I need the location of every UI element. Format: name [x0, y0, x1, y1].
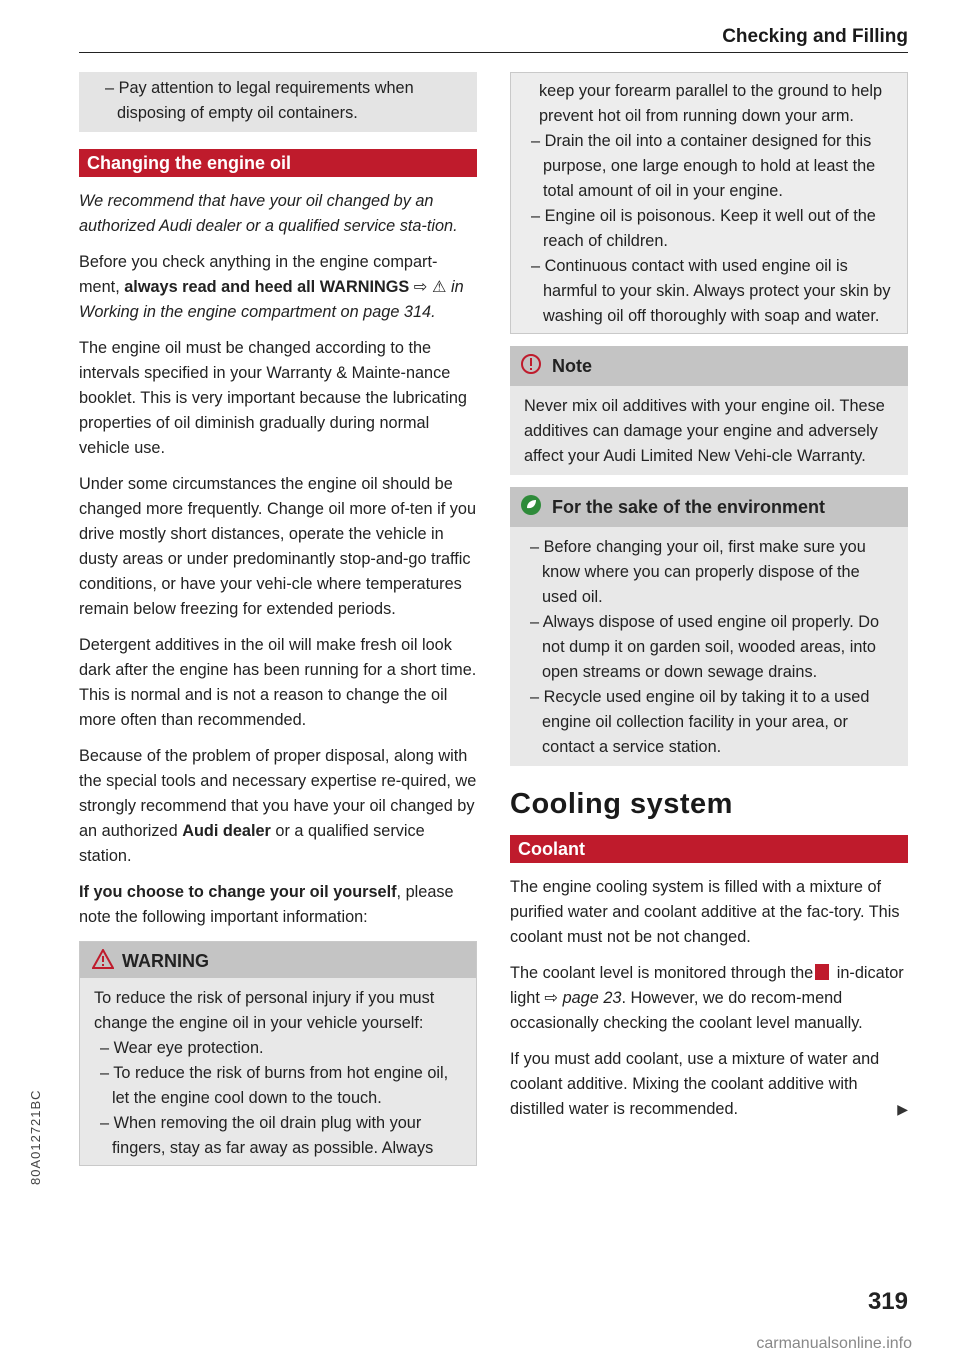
- list-item: – Before changing your oil, first make sure you know where you can properly dispose of the used oil.: [530, 538, 866, 606]
- note-info-icon: [520, 353, 542, 380]
- list-item: – Recycle used engine oil by taking it to a used engine oil collection facility in your area, or contact a service station.: [530, 688, 870, 756]
- paragraph: If you choose to change your oil yourself, please note the following important information:: [79, 883, 454, 926]
- list-item: – Pay attention to legal requirements when disposing of empty oil containers.: [105, 79, 414, 122]
- note-box: [510, 346, 908, 475]
- page-number: 319: [867, 1288, 908, 1315]
- warning-intro: To reduce the risk of personal injury if you must change the engine oil in your vehicle yourself:: [94, 989, 435, 1032]
- warning-reference-link[interactable]: ⇨ ⚠ in Working in the engine compartment on page 314.: [79, 278, 464, 321]
- page-header-title: Checking and Filling: [722, 26, 908, 47]
- note-title: Note: [552, 355, 592, 376]
- watermark: carmanualsonline.info: [756, 1335, 912, 1352]
- paragraph: If you must add coolant, use a mixture of water and coolant additive. Mixing the coolant additive with distilled water is recommended. ▶: [510, 1047, 908, 1122]
- paragraph: The coolant level is monitored through the in-dicator light ⇨ page 23. However, we do recom-mend occasionally checking the coolant level manually.: [510, 964, 904, 1032]
- paragraph: The engine oil must be changed according to the intervals specified in your Warranty & Mainte-nance booklet. This is very important because the lubricating properties of oil diminish gradually during normal vehicle use.: [79, 339, 467, 457]
- section-title-changing-oil: Changing the engine oil: [79, 149, 477, 177]
- note-body: [510, 386, 908, 475]
- warning-box: [79, 941, 477, 1166]
- continue-arrow-icon: ▶: [897, 1101, 908, 1117]
- environment-box: [510, 487, 908, 766]
- paragraph: Detergent additives in the oil will make fresh oil look dark after the engine has been running for a short time. This is normal and is not a reason to change the oil more often than recommended.: [79, 636, 477, 729]
- list-item: – Drain the oil into a container designed for this purpose, one large enough to hold at least the total amount of oil in your engine.: [531, 132, 876, 200]
- right-column: [510, 72, 908, 1133]
- environment-leaf-icon: [520, 494, 542, 521]
- paragraph: Because of the problem of proper disposal, along with the special tools and necessary expertise re-quired, we strongly recommend that you have your oil changed by an authorized Audi dealer or a qualified service station.: [79, 747, 477, 865]
- intro-text: We recommend that have your oil changed by an authorized Audi dealer or a qualified service sta-tion.: [79, 192, 458, 235]
- list-item: – Always dispose of used engine oil properly. Do not dump it on garden soil, wooded areas, into open streams or down sewage drains.: [530, 613, 880, 681]
- environment-body: [510, 527, 908, 766]
- paragraph: Before you check anything in the engine compart-ment, always read and heed all WARNINGS ⇨ ⚠ in Working in the engine compartment on page 314.: [79, 253, 464, 321]
- warning-continuation-box: [510, 72, 908, 334]
- paragraph: Under some circumstances the engine oil should be changed more frequently. Change oil more of-ten if you drive mostly short distances, operate the vehicle in dusty areas or under predominantly stop-and-go traffic conditions, or have your vehi-cle where temperatures remain below freezing for extended periods.: [79, 475, 477, 618]
- document-code: 80A012721BC: [28, 1089, 43, 1185]
- paragraph: The engine cooling system is filled with a mixture of purified water and coolant additive at the fac-tory. This coolant must not be not changed.: [510, 878, 900, 946]
- coolant-indicator-icon: [815, 964, 829, 980]
- list-item: – To reduce the risk of burns from hot engine oil, let the engine cool down to the touch.: [100, 1064, 449, 1107]
- list-item: – Wear eye protection.: [100, 1039, 264, 1057]
- note-text: Never mix oil additives with your engine oil. These additives can damage your engine and adversely affect your Audi Limited New Vehi-cle Warranty.: [524, 397, 885, 465]
- page-23-link[interactable]: ⇨ page 23: [544, 989, 622, 1007]
- section-title-coolant: Coolant: [510, 835, 908, 863]
- list-item: – Engine oil is poisonous. Keep it well out of the reach of children.: [531, 207, 876, 250]
- header-rule: [79, 52, 908, 53]
- note-header: [510, 346, 908, 386]
- warning-triangle-icon: [92, 949, 114, 974]
- left-column: [79, 72, 477, 1166]
- environment-header: [510, 487, 908, 527]
- warning-body: [80, 978, 476, 1165]
- warning-title: WARNING: [122, 950, 209, 971]
- environment-title: For the sake of the environment: [552, 496, 826, 517]
- warning-header: [80, 942, 476, 978]
- heading-cooling-system: Cooling system: [510, 788, 733, 820]
- list-item: – When removing the oil drain plug with your fingers, stay as far away as possible. Always: [100, 1114, 434, 1157]
- disposal-note-box: [79, 72, 477, 132]
- continuation-text: keep your forearm parallel to the ground to help prevent hot oil from running down your arm.: [539, 82, 883, 125]
- list-item: – Continuous contact with used engine oil is harmful to your skin. Always protect your skin by washing oil off thoroughly with soap and water.: [531, 257, 891, 325]
